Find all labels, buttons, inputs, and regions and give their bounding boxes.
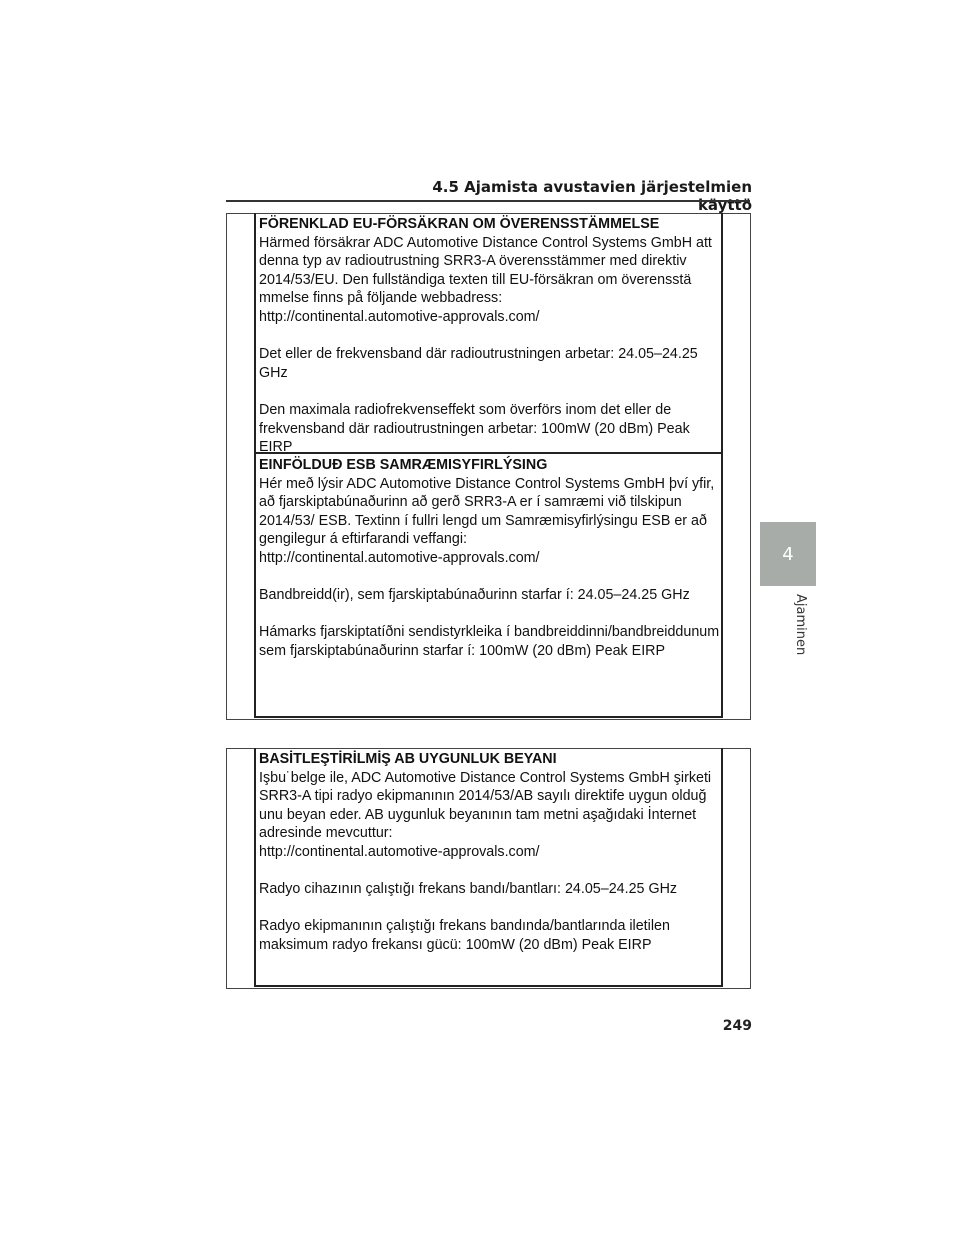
declaration-swedish-power: Den maximala radiofrekvenseffekt som överförs inom det eller de frekvensband där radioutrustningen arbetar: 100mW (20 dBm) Peak EIRP xyxy=(259,401,690,456)
header-divider xyxy=(226,200,750,202)
declaration-icelandic xyxy=(256,452,721,714)
declaration-turkish-band: Radyo cihazının çalıştığı frekans bandı/bantları: 24.05–24.25 GHz xyxy=(259,881,678,898)
chapter-number: 4 xyxy=(782,543,794,565)
declaration-swedish-band: Det eller de frekvensband där radioutrustningen arbetar: 24.05–24.25 GHz xyxy=(259,346,698,381)
declaration-swedish xyxy=(256,213,721,456)
declaration-turkish xyxy=(256,748,721,983)
chapter-tab-label: Ajaminen xyxy=(793,594,808,656)
declaration-icelandic-band: Bandbreidd(ir), sem fjarskiptabúnaðurinn starfar í: 24.05–24.25 GHz xyxy=(259,587,690,604)
declaration-swedish-title: FÖRENKLAD EU-FÖRSÄKRAN OM ÖVERENSSTÄMMELSE xyxy=(259,216,660,232)
declaration-turkish-intro: Işbu˙belge ile, ADC Automotive Distance Control Systems GmbH şirketi SRR3-A tipi radyo ekipmanının 2014/53/AB sayılı direktife uygun olduğ unu beyan eder. AB uygunluk beyanının tam metni aşağıdaki İnternet adresinde mevcuttur: xyxy=(259,769,712,842)
section-header-title: 4.5 Ajamista avustavien järjestelmien käyttö xyxy=(432,178,752,214)
chapter-tab xyxy=(760,522,816,586)
declaration-swedish-url: http://continental.automotive-approvals.com/ xyxy=(259,308,540,325)
declaration-swedish-intro: Härmed försäkrar ADC Automotive Distance Control Systems GmbH att denna typ av radioutrustning SRR3-A överensstämmer med direktiv 2014/53/EU. Den fullständiga texten till EU-försäkran om överensstä mmelse finns på följande webbadress: xyxy=(259,234,712,307)
declaration-turkish-url: http://continental.automotive-approvals.com/ xyxy=(259,843,540,860)
declaration-icelandic-power: Hámarks fjarskiptatíðni sendistyrkleika í bandbreiddinni/bandbreiddunum sem fjarskiptabúnaðurinn starfar í: 100mW (20 dBm) Peak EIRP xyxy=(259,624,720,659)
declaration-box-1 xyxy=(254,213,723,718)
declaration-icelandic-title: EINFÖLDUÐ ESB SAMRÆMISYFIRLÝSING xyxy=(259,457,548,473)
declaration-turkish-title: BASİTLEŞTİRİLMİŞ AB UYGUNLUK BEYANI xyxy=(259,751,557,767)
page-number: 249 xyxy=(722,1018,752,1034)
declaration-icelandic-intro: Hér með lýsir ADC Automotive Distance Control Systems GmbH því yfir, að fjarskiptabúnaðurinn að gerð SRR3-A er í samræmi við tilskipun 2014/53/ ESB. Textinn í fullri lengd um Samræmisyfirlýsingu ESB er að gengilegur á eftirfarandi veffangi: xyxy=(259,475,715,548)
declaration-icelandic-url: http://continental.automotive-approvals.com/ xyxy=(259,549,540,566)
declaration-turkish-power: Radyo ekipmanının çalıştığı frekans bandında/bantlarında iletilen maksimum radyo frekansı gücü: 100mW (20 dBm) Peak EIRP xyxy=(259,918,670,953)
declaration-box-2 xyxy=(254,748,723,987)
